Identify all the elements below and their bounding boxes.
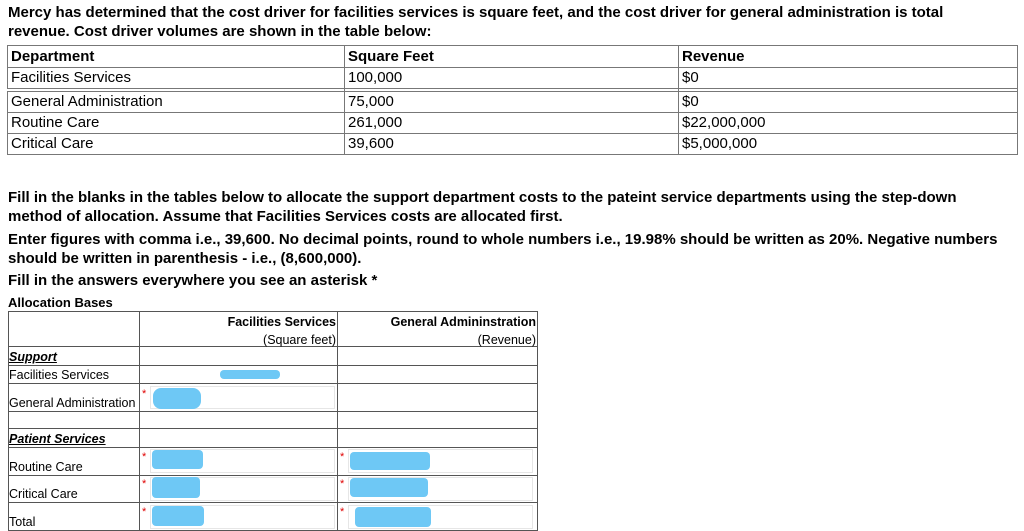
asterisk-marker: * xyxy=(142,506,147,518)
redacted-answer xyxy=(152,477,200,498)
row-label-critical-care: Critical Care xyxy=(9,487,78,501)
col-header-general-admin: General Admininstration xyxy=(390,315,536,329)
table-row xyxy=(8,92,1018,113)
col-subheader-square-feet: (Square feet) xyxy=(263,333,336,347)
row-label-routine-care: Routine Care xyxy=(9,460,83,474)
row-label-facilities-services: Facilities Services xyxy=(9,368,110,382)
table-row xyxy=(8,134,1018,155)
table-row xyxy=(8,68,1018,89)
table-row xyxy=(8,113,1018,134)
dept-cell: Facilities Services xyxy=(8,68,345,89)
sqft-cell: 39,600 xyxy=(345,134,679,155)
redacted-answer xyxy=(220,370,280,379)
cost-driver-table xyxy=(7,45,1018,155)
row-label-total: Total xyxy=(9,515,36,529)
allocation-bases-title: Allocation Bases xyxy=(8,295,113,310)
instruction-asterisk-text: Fill in the answers everywhere you see an asterisk xyxy=(8,272,368,289)
redacted-answer xyxy=(355,507,431,527)
intro-text: Mercy has determined that the cost driver for facilities services is square feet, and the cost driver for general administration is total revenue. Cost driver volumes are shown in the table below: xyxy=(8,4,944,40)
support-section-label: Support xyxy=(9,350,57,364)
asterisk-marker: * xyxy=(142,478,147,490)
dept-cell: Routine Care xyxy=(8,113,345,134)
header-department: Department xyxy=(8,46,345,68)
asterisk-marker: * xyxy=(340,451,345,463)
revenue-cell: $0 xyxy=(679,68,1018,89)
table-header-row xyxy=(8,46,1018,68)
sqft-cell: 261,000 xyxy=(345,113,679,134)
asterisk-marker: * xyxy=(142,451,147,463)
redacted-answer xyxy=(350,478,428,497)
sqft-cell: 75,000 xyxy=(345,92,679,113)
revenue-cell: $22,000,000 xyxy=(679,113,1018,134)
dept-cell: General Administration xyxy=(8,92,345,113)
patient-services-section-label: Patient Services xyxy=(9,432,106,446)
dept-cell: Critical Care xyxy=(8,134,345,155)
redacted-answer xyxy=(350,452,430,470)
asterisk-symbol: * xyxy=(371,272,378,289)
redacted-answer xyxy=(152,506,204,526)
redacted-answer xyxy=(153,388,201,409)
redacted-answer xyxy=(152,450,203,469)
col-header-facilities: Facilities Services xyxy=(227,315,336,329)
instruction-format: Enter figures with comma i.e., 39,600. No decimal points, round to whole numbers i.e., 19.98% should be written as 20%. Negative numbers should be written in parenthesis - i.e., (8,600,000). xyxy=(8,231,998,267)
row-label-general-administration: General Administration xyxy=(9,396,136,410)
asterisk-marker: * xyxy=(340,506,345,518)
instruction-step-down: Fill in the blanks in the tables below to allocate the support department costs to the pateint service departments using the step-down method of allocation. Assume that Facilities Services costs are allocated first. xyxy=(8,189,957,225)
instruction-asterisk xyxy=(8,271,1008,290)
col-subheader-revenue: (Revenue) xyxy=(477,333,536,347)
asterisk-marker: * xyxy=(142,388,147,400)
asterisk-marker: * xyxy=(340,478,345,490)
sqft-cell: 100,000 xyxy=(345,68,679,89)
revenue-cell: $0 xyxy=(679,92,1018,113)
revenue-cell: $5,000,000 xyxy=(679,134,1018,155)
header-square-feet: Square Feet xyxy=(345,46,679,68)
header-revenue: Revenue xyxy=(679,46,1018,68)
